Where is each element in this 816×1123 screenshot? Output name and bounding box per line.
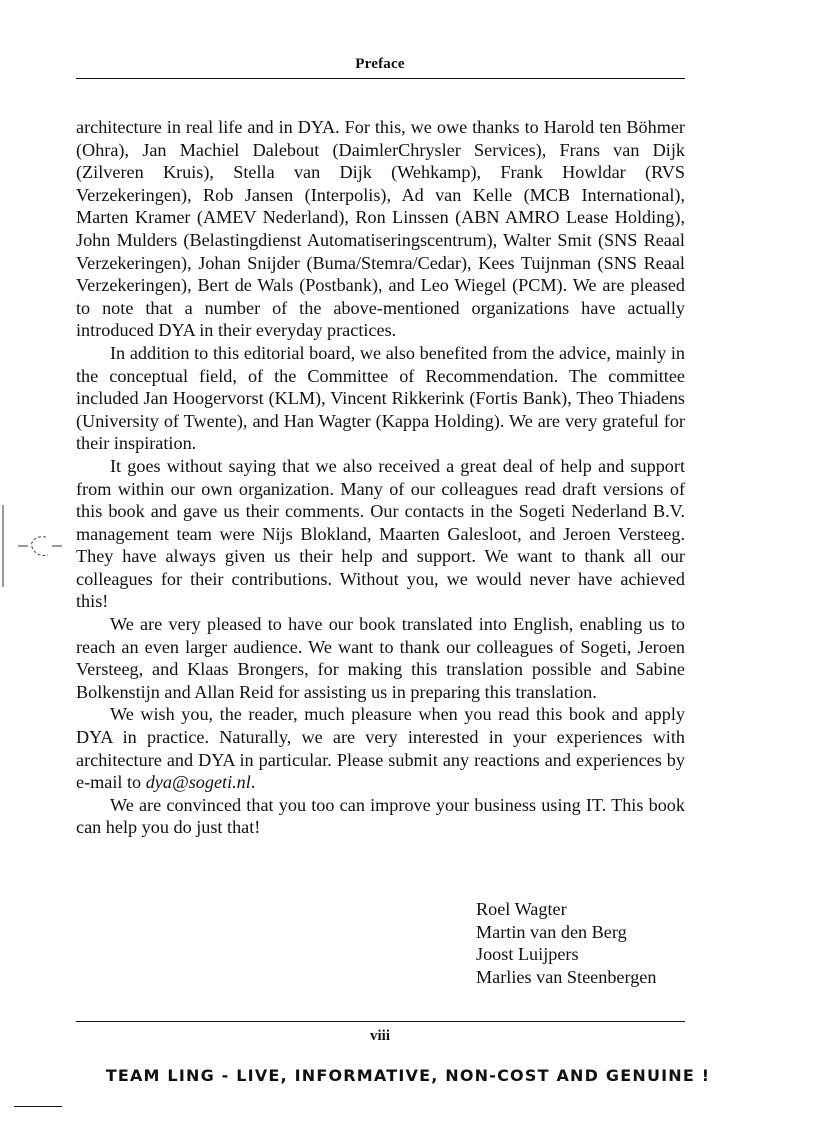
header-rule [76, 78, 685, 79]
paragraph-organization-support: It goes without saying that we also received a great deal of help and support from within our own organization. Many of our colleagues read draft versions of this book and gave us their comments. Our contacts in the Sogeti Nederland B.V. management team were Nijs Blokland, Maarten Galesloot, and Jeroen Versteeg. They have always given us their help and support. We want to thank all our colleagues for their contributions. Without you, we would never have achieved this! [76, 455, 685, 612]
paragraph-translation: We are very pleased to have our book translated into English, enabling us to reach an even larger audience. We want to thank our colleagues of Sogeti, Jeroen Versteeg, and Klaas Brongers, for making this translation possible and Sabine Bolkenstijn and Allan Reid for assisting us in preparing this translation. [76, 614, 685, 702]
feedback-text-end: . [250, 772, 256, 793]
watermark-text: TEAM LING - LIVE, INFORMATIVE, NON-COST AND GENUINE ! [105, 1066, 711, 1085]
page-number: viii [369, 1028, 390, 1044]
author-name: Marlies van Steenbergen [476, 966, 657, 987]
paragraph-committee: In addition to this editorial board, we also benefited from the advice, mainly in the conceptual field, of the Committee of Recommendation. The committee included Jan Hoogervorst (KLM), Vincent Rikkerink (Fortis Bank), Theo Thiadens (University of Twente), and Han Wagter (Kappa Holding). We are very grateful for their inspiration. [76, 342, 685, 454]
paragraph-acknowledgements-continued: architecture in real life and in DYA. For this, we owe thanks to Harold ten Böhmer (Ohra), Jan Machiel Dalebout (DaimlerChrysler Services), Frans van Dijk (Zilveren Kruis), Stella van Dijk (Wehkamp), Frank Howldar (RVS Verzekeringen), Rob Jansen (Interpolis), Ad van Kelle (MCB International), Marten Kramer (AMEV Nederland), Ron Linssen (ABN AMRO Lease Holding), John Mulders (Belastingdienst Automatiseringscentrum), Walter Smit (SNS Reaal Verzekeringen), Johan Snijder (Buma/Stemra/Cedar), Kees Tuijnman (SNS Reaal Verzekeringen), Bert de Wals (Postbank), and Leo Wiegel (PCM). We are pleased to note that a number of the above-mentioned organizations have actually introduced DYA in their everyday practices. [76, 117, 685, 341]
email-address: dya@sogeti.nl [145, 772, 251, 793]
author-name: Martin van den Berg [476, 921, 627, 942]
body-text [76, 116, 685, 839]
paragraph-feedback [76, 703, 685, 793]
paragraph-closing: We are convinced that you too can improve your business using IT. This book can help you do just that! [76, 794, 685, 838]
author-name: Roel Wagter [476, 899, 567, 919]
running-header-title: Preface [355, 56, 405, 72]
feedback-text: We wish you, the reader, much pleasure when you read this book and apply DYA in practice. Naturally, we are very interested in your experiences with architecture and DYA in particular. Please submit any reactions and experiences by e-mail to [76, 704, 685, 793]
footer-rule [76, 1021, 685, 1022]
crop-tick [14, 1106, 62, 1107]
author-name: Joost Luijpers [476, 944, 579, 965]
author-signatures [476, 898, 656, 988]
crop-mark-icon [0, 505, 70, 595]
